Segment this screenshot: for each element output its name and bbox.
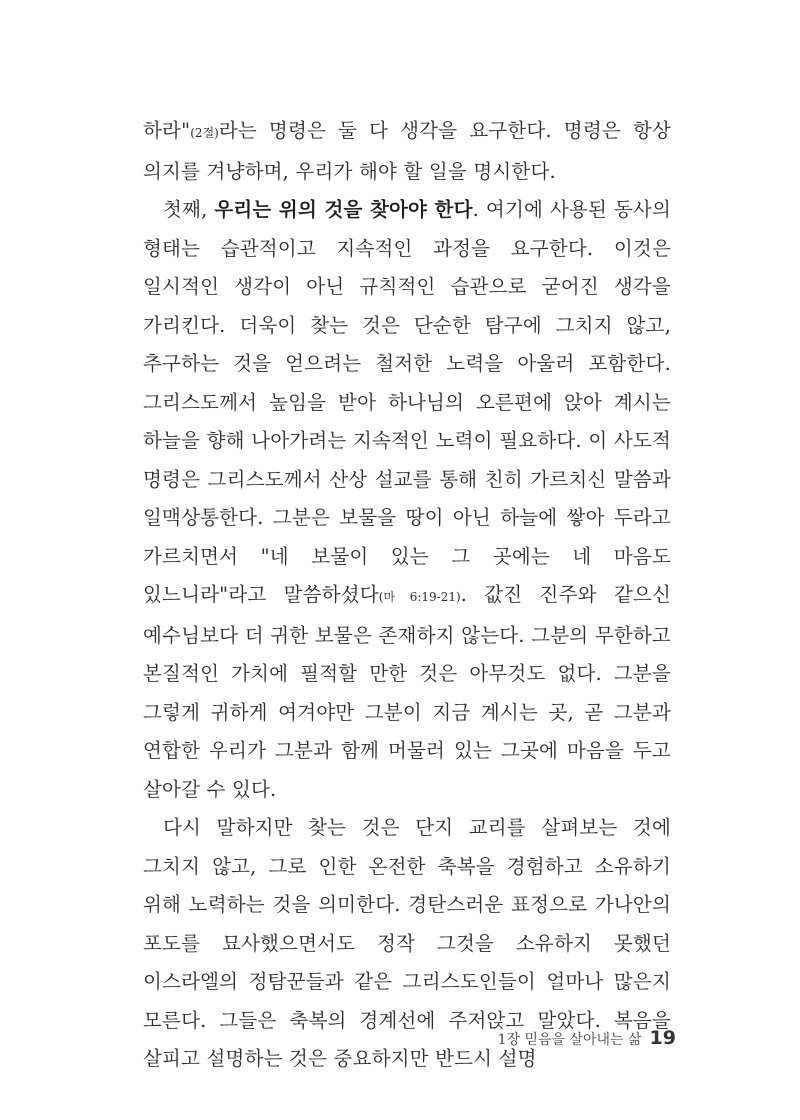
scripture-reference: (2절) — [190, 126, 219, 140]
paragraph-1 — [143, 112, 671, 191]
paragraph-2-text-c: . 값진 진주와 같으신 예수님보다 더 귀한 보물은 존재하지 않는다. 그분의 무한하고 본질적인 가치에 필적할 만한 것은 아무것도 없다. 그분을 그렇게 귀하게 여겨야만 그분이 지금 계시는 곳, 곧 그분과 연합한 우리가 그분과 함께 머물러 있는 그곳에 마음을 두고 살아갈 수 있다. — [143, 583, 671, 801]
emphasized-phrase: 우리는 위의 것을 찾아야 한다 — [214, 198, 473, 221]
paragraph-1-text-b: 라는 명령은 둘 다 생각을 요구한다. 명령은 항상 의지를 겨냥하며, 우리가 해야 할 일을 명시한다. — [143, 119, 671, 183]
scripture-reference: (마 6:19-21) — [378, 590, 461, 604]
running-title: 1장 믿음을 살아내는 삶 — [497, 1032, 642, 1048]
paragraph-2 — [143, 191, 671, 809]
paragraph-2-text-a: 첫째, — [163, 198, 215, 221]
paragraph-2-text-b: . 여기에 사용된 동사의 형태는 습관적이고 지속적인 과정을 요구한다. 이것은 일시적인 생각이 아닌 규칙적인 습관으로 굳어진 생각을 가리킨다. 더욱이 찾는 것은 단순한 탐구에 그치지 않고, 추구하는 것을 얻으려는 철저한 노력을 아울러 포함한다. 그리스도께서 높임을 받아 하나님의 오른편에 앉아 계시는 하늘을 향해 나아가려는 지속적인 노력이 필요하다. 이 사도적 명령은 그리스도께서 산상 설교를 통해 친히 가르치신 말씀과 일맥상통한다. 그분은 보물을 땅이 아닌 하늘에 쌓아 두라고 가르치면서 "네 보물이 있는 그 곳에는 네 마음도 있느니라"라고 말씀하셨다 — [143, 198, 671, 606]
page-footer — [498, 1027, 676, 1049]
page-number: 19 — [649, 1027, 676, 1049]
paragraph-3-text: 다시 말하지만 찾는 것은 단지 교리를 살펴보는 것에 그치지 않고, 그로 인한 온전한 축복을 경험하고 소유하기 위해 노력하는 것을 의미한다. 경탄스러운 표정으로 가나안의 포도를 묘사했으면서도 정작 그것을 소유하지 못했던 이스라엘의 정탐꾼들과 같은 그리스도인들이 얼마나 많은지 모른다. 그들은 축복의 경계선에 주저앉고 말았다. 복음을 살피고 설명하는 것은 중요하지만 반드시 설명 — [143, 816, 671, 1070]
page-body — [143, 112, 671, 1079]
paragraph-1-text-a: 하라" — [143, 119, 191, 142]
